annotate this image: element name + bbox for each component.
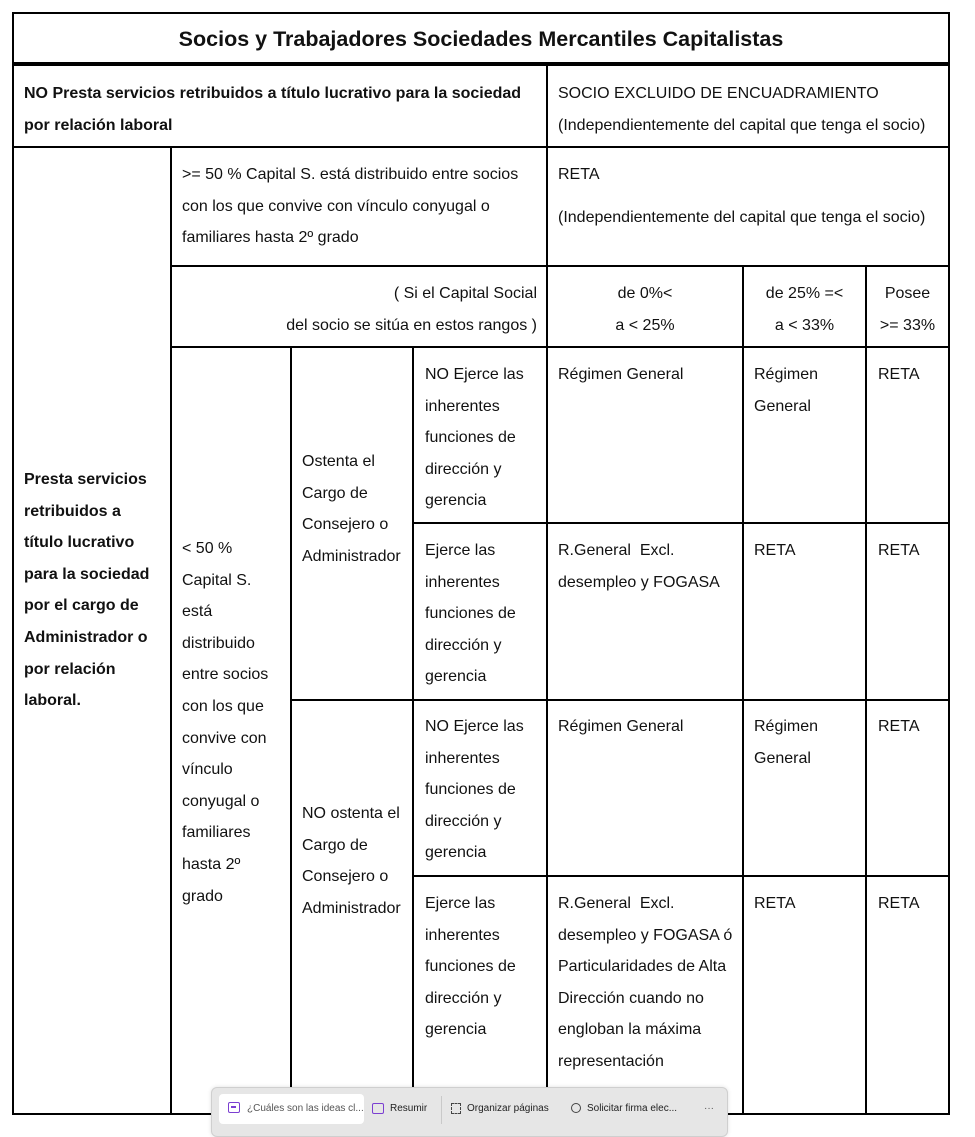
- summarize-label: Resumir: [390, 1103, 428, 1114]
- text-line: Ejerce las: [425, 542, 496, 559]
- row-divider: [413, 522, 950, 524]
- text-line: desempleo y FOGASA ó: [558, 926, 733, 944]
- document-title-text: Socios y Trabajadores Sociedades Mercantiles Capitalistas: [178, 27, 784, 51]
- ai-assistant-input[interactable]: [219, 1094, 364, 1124]
- text-line: General: [754, 397, 811, 415]
- text-line: representación: [558, 1052, 664, 1070]
- text-line: Ostenta el: [302, 453, 375, 470]
- text-line: Consejero o: [302, 868, 389, 886]
- request-signature-icon: [571, 1103, 581, 1113]
- text-line: NO Presta servicios retribuidos a título lucrativo para la sociedad: [24, 85, 522, 102]
- result-33: [878, 359, 948, 391]
- col-divider: [412, 346, 414, 1115]
- row-divider: [12, 146, 950, 148]
- text-line: RETA: [878, 542, 920, 559]
- col-divider: [742, 265, 744, 1115]
- result-25-33: [754, 359, 864, 422]
- text-line: R.General Excl.: [558, 895, 675, 912]
- text-line: Posee: [884, 285, 931, 302]
- lt50-condition: [182, 533, 289, 912]
- text-line: < 50 %: [182, 540, 233, 557]
- text-line: gerencia: [425, 668, 487, 686]
- text-line: dirección y: [425, 636, 502, 654]
- text-line: hasta 2º: [182, 855, 241, 873]
- text-line: Ejerce las: [425, 895, 496, 912]
- text-line: RETA: [558, 166, 600, 183]
- text-line: Cargo de: [302, 484, 368, 502]
- title-border-bottom: [12, 62, 950, 66]
- summarize-icon: [372, 1103, 384, 1114]
- text-line: Régimen General: [558, 366, 684, 383]
- text-line: a < 25%: [615, 316, 675, 334]
- range-header-label: [172, 278, 537, 341]
- text-line: entre socios: [182, 666, 269, 684]
- text-line: >= 33%: [879, 316, 936, 334]
- text-line: funciones de: [425, 781, 516, 799]
- table-border-left: [12, 12, 14, 1115]
- text-line: gerencia: [425, 1021, 487, 1039]
- text-line: inherentes: [425, 926, 500, 944]
- text-line: del socio se sitúa en estos rangos ): [286, 316, 537, 334]
- text-line: gerencia: [425, 844, 487, 862]
- row-divider: [290, 699, 950, 701]
- request-signature-label: Solicitar firma elec...: [587, 1103, 678, 1114]
- text-line: >= 50 % Capital S. está distribuido entre socios: [182, 166, 519, 183]
- more-options-icon: ···: [704, 1103, 714, 1114]
- text-line: familiares: [182, 824, 251, 842]
- text-line: de 25% =<: [765, 285, 844, 302]
- text-line: Administrador: [302, 547, 401, 565]
- organize-pages-button[interactable]: [451, 1094, 549, 1124]
- ai-assistant-placeholder: ¿Cuáles son las ideas cl...: [247, 1103, 364, 1114]
- funciones-cell: [425, 888, 546, 1046]
- ge50-result: [558, 159, 946, 233]
- text-line: (Independientemente del capital que tenga el socio): [558, 208, 926, 226]
- result-25-33: [754, 535, 864, 567]
- range-col-25-33: [744, 278, 865, 341]
- text-line: R.General Excl.: [558, 542, 675, 559]
- result-0-25: [558, 359, 742, 391]
- organize-pages-label: Organizar páginas: [467, 1103, 549, 1114]
- document-title: [14, 14, 948, 62]
- text-line: Particularidades de Alta: [558, 958, 727, 976]
- text-line: grado: [182, 887, 223, 905]
- text-line: Régimen: [754, 366, 819, 383]
- range-col-0-25: [548, 278, 742, 341]
- text-line: Administrador: [302, 899, 401, 917]
- funciones-cell: [425, 359, 546, 517]
- text-line: General: [754, 749, 811, 767]
- row-divider: [170, 265, 950, 267]
- text-line: RETA: [754, 542, 796, 559]
- text-line: engloban la máxima: [558, 1021, 702, 1039]
- toolbar-separator: [441, 1096, 442, 1124]
- text-line: Consejero o: [302, 516, 389, 534]
- text-line: funciones de: [425, 605, 516, 623]
- ai-chat-icon: [228, 1102, 240, 1113]
- text-line: retribuidos a: [24, 502, 121, 520]
- text-line: inherentes: [425, 573, 500, 591]
- no-presta-condition: [24, 78, 544, 141]
- request-signature-button[interactable]: [571, 1094, 677, 1124]
- summarize-button[interactable]: [372, 1094, 427, 1124]
- funciones-cell: [425, 711, 546, 869]
- more-options-button[interactable]: [704, 1094, 714, 1124]
- text-line: SOCIO EXCLUIDO DE ENCUADRAMIENTO: [558, 85, 879, 102]
- text-line: (Independientemente del capital que tenga el socio): [558, 116, 926, 134]
- row-divider: [170, 346, 950, 348]
- funciones-cell: [425, 535, 546, 693]
- range-col-33: [867, 278, 948, 341]
- text-line: dirección y: [425, 812, 502, 830]
- result-33: [878, 535, 948, 567]
- text-line: gerencia: [425, 492, 487, 510]
- text-line: NO ostenta el: [302, 805, 400, 822]
- text-line: desempleo y FOGASA: [558, 573, 720, 591]
- row-divider: [413, 875, 950, 877]
- text-line: Dirección cuando no: [558, 989, 704, 1007]
- result-33: [878, 711, 948, 743]
- text-line: conyugal o: [182, 792, 260, 810]
- text-line: con los que: [182, 697, 264, 715]
- text-line: Administrador o: [24, 628, 148, 646]
- table-border-right: [948, 12, 950, 1115]
- result-0-25: [558, 888, 742, 1112]
- col-divider: [546, 64, 548, 1115]
- text-line: inherentes: [425, 397, 500, 415]
- text-line: convive con: [182, 729, 267, 747]
- text-line: NO Ejerce las: [425, 718, 524, 735]
- text-line: vínculo: [182, 761, 233, 779]
- text-line: familiares hasta 2º grado: [182, 229, 359, 247]
- text-line: Cargo de: [302, 836, 368, 854]
- text-line: dirección y: [425, 460, 502, 478]
- text-line: laboral.: [24, 692, 81, 710]
- presta-label: [24, 464, 169, 717]
- text-line: está: [182, 603, 213, 621]
- ge50-condition: [182, 159, 544, 254]
- text-line: a < 33%: [774, 316, 835, 334]
- text-line: por relación: [24, 660, 116, 678]
- text-line: Capital S.: [182, 571, 252, 589]
- text-line: funciones de: [425, 958, 516, 976]
- text-line: ( Si el Capital Social: [393, 285, 537, 302]
- text-line: RETA: [878, 718, 920, 735]
- floating-quick-actions-toolbar: [211, 1087, 728, 1137]
- no-presta-result: [558, 78, 946, 141]
- text-line: inherentes: [425, 749, 500, 767]
- text-line: funciones de: [425, 429, 516, 447]
- text-line: con los que convive con vínculo conyugal o: [182, 197, 490, 215]
- text-line: de 0%<: [617, 285, 673, 302]
- text-line: RETA: [878, 366, 920, 383]
- text-line: RETA: [754, 895, 796, 912]
- organize-pages-icon: [451, 1103, 461, 1114]
- text-line: distribuido: [182, 634, 255, 652]
- text-line: RETA: [878, 895, 920, 912]
- text-line: título lucrativo: [24, 534, 135, 552]
- result-0-25: [558, 535, 742, 598]
- result-25-33: [754, 888, 864, 920]
- text-line: por el cargo de: [24, 597, 139, 615]
- text-line: Presta servicios: [24, 471, 147, 488]
- text-line: para la sociedad: [24, 565, 150, 583]
- result-0-25: [558, 711, 742, 743]
- result-25-33: [754, 711, 864, 774]
- text-line: dirección y: [425, 989, 502, 1007]
- cargo-no-ostenta: [302, 798, 412, 924]
- cargo-ostenta: [302, 446, 412, 572]
- text-line: Régimen: [754, 718, 819, 735]
- text-line: por relación laboral: [24, 116, 173, 134]
- col-divider: [865, 265, 867, 1115]
- result-33: [878, 888, 948, 920]
- col-divider: [290, 346, 292, 1115]
- text-line: NO Ejerce las: [425, 366, 524, 383]
- text-line: Régimen General: [558, 718, 684, 735]
